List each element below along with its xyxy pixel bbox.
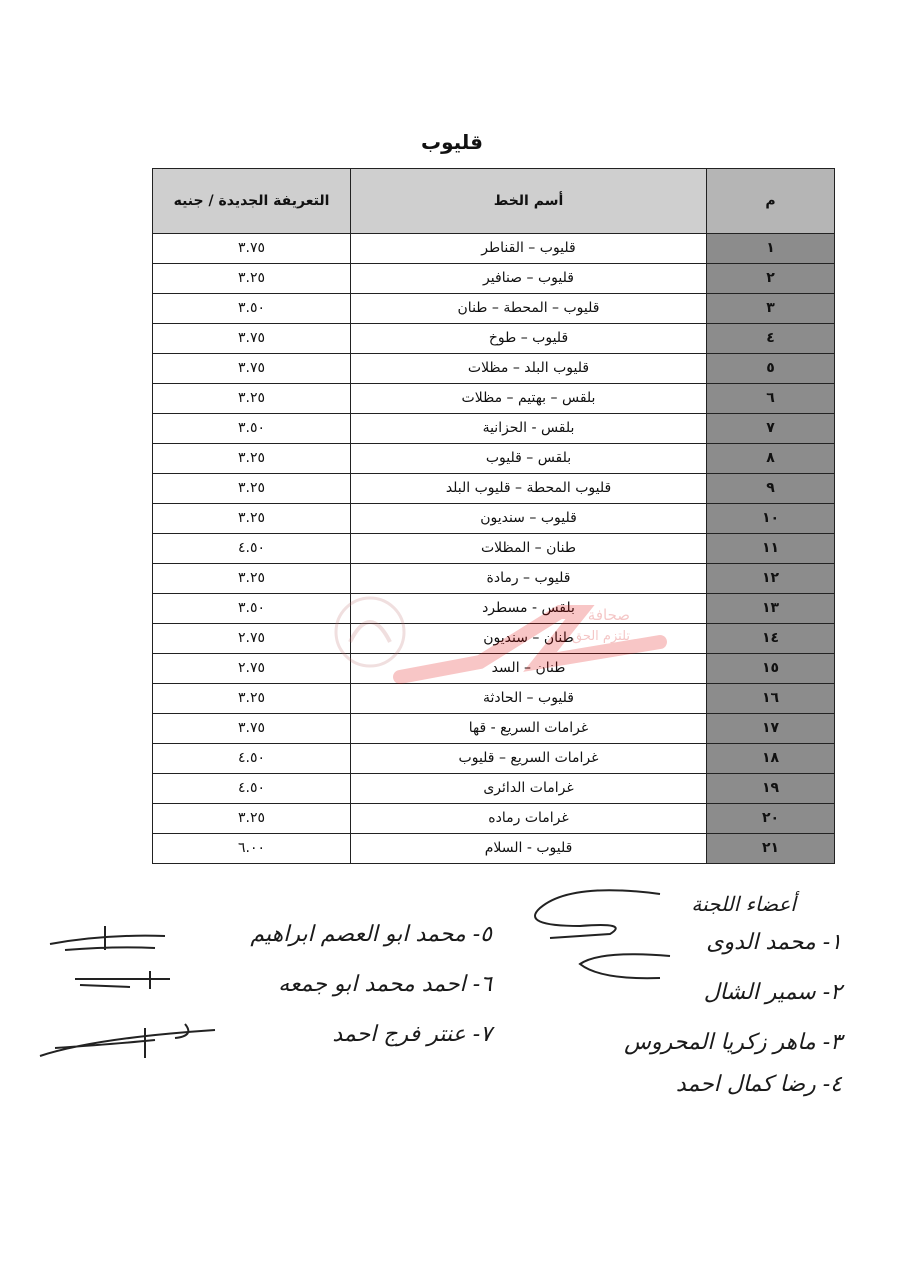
watermark-line2: تلتزم الحق [571, 629, 630, 644]
row-number: ١٩ [707, 774, 835, 804]
signatures-heading: أعضاء اللجنة [691, 892, 796, 916]
table-row [153, 594, 835, 624]
row-fare: ٣.٥٠ [153, 414, 351, 444]
row-route: قليوب – طوخ [351, 324, 707, 354]
row-fare: ٣.٥٠ [153, 594, 351, 624]
table-row [153, 234, 835, 264]
row-number: ١٨ [707, 744, 835, 774]
row-route: غرامات الدائرى [351, 774, 707, 804]
tariff-table [152, 168, 835, 864]
table-row [153, 744, 835, 774]
table-row [153, 264, 835, 294]
row-route: طنان – السد [351, 654, 707, 684]
row-number: ١٣ [707, 594, 835, 624]
table-row [153, 294, 835, 324]
row-number: ١٠ [707, 504, 835, 534]
table-row [153, 714, 835, 744]
row-route: قليوب - السلام [351, 834, 707, 864]
row-number: ١٢ [707, 564, 835, 594]
signature-scribble-5 [45, 916, 175, 956]
row-fare: ٣.٧٥ [153, 234, 351, 264]
row-number: ٤ [707, 324, 835, 354]
row-number: ٥ [707, 354, 835, 384]
row-fare: ٤.٥٠ [153, 534, 351, 564]
row-number: ٧ [707, 414, 835, 444]
row-fare: ٣.٢٥ [153, 474, 351, 504]
table-row [153, 414, 835, 444]
row-fare: ٣.٢٥ [153, 444, 351, 474]
table-row [153, 444, 835, 474]
row-fare: ٣.٢٥ [153, 564, 351, 594]
table-row [153, 354, 835, 384]
row-number: ١٧ [707, 714, 835, 744]
row-route: قليوب – القناطر [351, 234, 707, 264]
row-route: طنان – المظلات [351, 534, 707, 564]
row-route: قليوب – رمادة [351, 564, 707, 594]
table-row [153, 834, 835, 864]
row-number: ١١ [707, 534, 835, 564]
signature-member-4: ٤- رضا كمال احمد [675, 1072, 842, 1097]
row-route: بلقس – قليوب [351, 444, 707, 474]
table-header-row [153, 169, 835, 234]
table-row [153, 684, 835, 714]
row-route: قليوب – المحطة – طنان [351, 294, 707, 324]
row-fare: ٣.٧٥ [153, 324, 351, 354]
row-route: بلقس - مسطرد [351, 594, 707, 624]
signature-scribble-2 [560, 950, 680, 990]
signature-scribble-6 [70, 965, 180, 995]
row-number: ٢٠ [707, 804, 835, 834]
row-route: قليوب – صنافير [351, 264, 707, 294]
table-row [153, 804, 835, 834]
signature-member-1: ١- محمد الدوى [706, 930, 842, 955]
row-number: ١ [707, 234, 835, 264]
row-number: ٨ [707, 444, 835, 474]
signature-member-3: ٣- ماهر زكريا المحروس [624, 1030, 842, 1055]
page-title: قليوب [420, 130, 484, 154]
row-route: غرامات السريع - قها [351, 714, 707, 744]
table-row [153, 624, 835, 654]
row-route: قليوب – سنديون [351, 504, 707, 534]
header-route: أسم الخط [351, 169, 707, 234]
row-fare: ٢.٧٥ [153, 624, 351, 654]
row-route: بلقس - الحزانية [351, 414, 707, 444]
row-route: غرامات السريع – قليوب [351, 744, 707, 774]
signature-member-5: ٥- محمد ابو العصم ابراهيم [250, 922, 492, 947]
row-number: ٦ [707, 384, 835, 414]
signature-member-7: ٧- عنتر فرج احمد [332, 1022, 492, 1047]
signature-scribble-7 [35, 1018, 225, 1068]
row-number: ٢١ [707, 834, 835, 864]
row-fare: ٦.٠٠ [153, 834, 351, 864]
row-number: ٣ [707, 294, 835, 324]
table-row [153, 384, 835, 414]
signature-member-6: ٦- احمد محمد ابو جمعه [278, 972, 492, 997]
row-route: قليوب البلد – مظلات [351, 354, 707, 384]
signature-member-2: ٢- سمير الشال [703, 980, 842, 1005]
table-row [153, 474, 835, 504]
row-fare: ٣.٥٠ [153, 294, 351, 324]
table-row [153, 534, 835, 564]
signature-scribble-1 [510, 886, 670, 946]
table-row [153, 324, 835, 354]
watermark-line1: صحافة [587, 606, 630, 624]
row-number: ١٦ [707, 684, 835, 714]
row-number: ١٤ [707, 624, 835, 654]
row-route: قليوب المحطة – قليوب البلد [351, 474, 707, 504]
header-fare: التعريفة الجديدة / جنيه [153, 169, 351, 234]
row-fare: ٣.٢٥ [153, 264, 351, 294]
row-fare: ٢.٧٥ [153, 654, 351, 684]
row-fare: ٣.٢٥ [153, 504, 351, 534]
row-fare: ٣.٢٥ [153, 804, 351, 834]
row-fare: ٣.٧٥ [153, 354, 351, 384]
row-fare: ٤.٥٠ [153, 744, 351, 774]
row-route: قليوب – الحادثة [351, 684, 707, 714]
row-number: ٩ [707, 474, 835, 504]
header-number: م [707, 169, 835, 234]
row-fare: ٣.٧٥ [153, 714, 351, 744]
table-row [153, 774, 835, 804]
row-fare: ٣.٢٥ [153, 384, 351, 414]
table-row [153, 654, 835, 684]
row-fare: ٤.٥٠ [153, 774, 351, 804]
row-fare: ٣.٢٥ [153, 684, 351, 714]
row-route: طنان – سنديون [351, 624, 707, 654]
row-route: غرامات رماده [351, 804, 707, 834]
table-row [153, 504, 835, 534]
row-number: ١٥ [707, 654, 835, 684]
row-number: ٢ [707, 264, 835, 294]
row-route: بلقس – بهتيم – مظلات [351, 384, 707, 414]
table-row [153, 564, 835, 594]
